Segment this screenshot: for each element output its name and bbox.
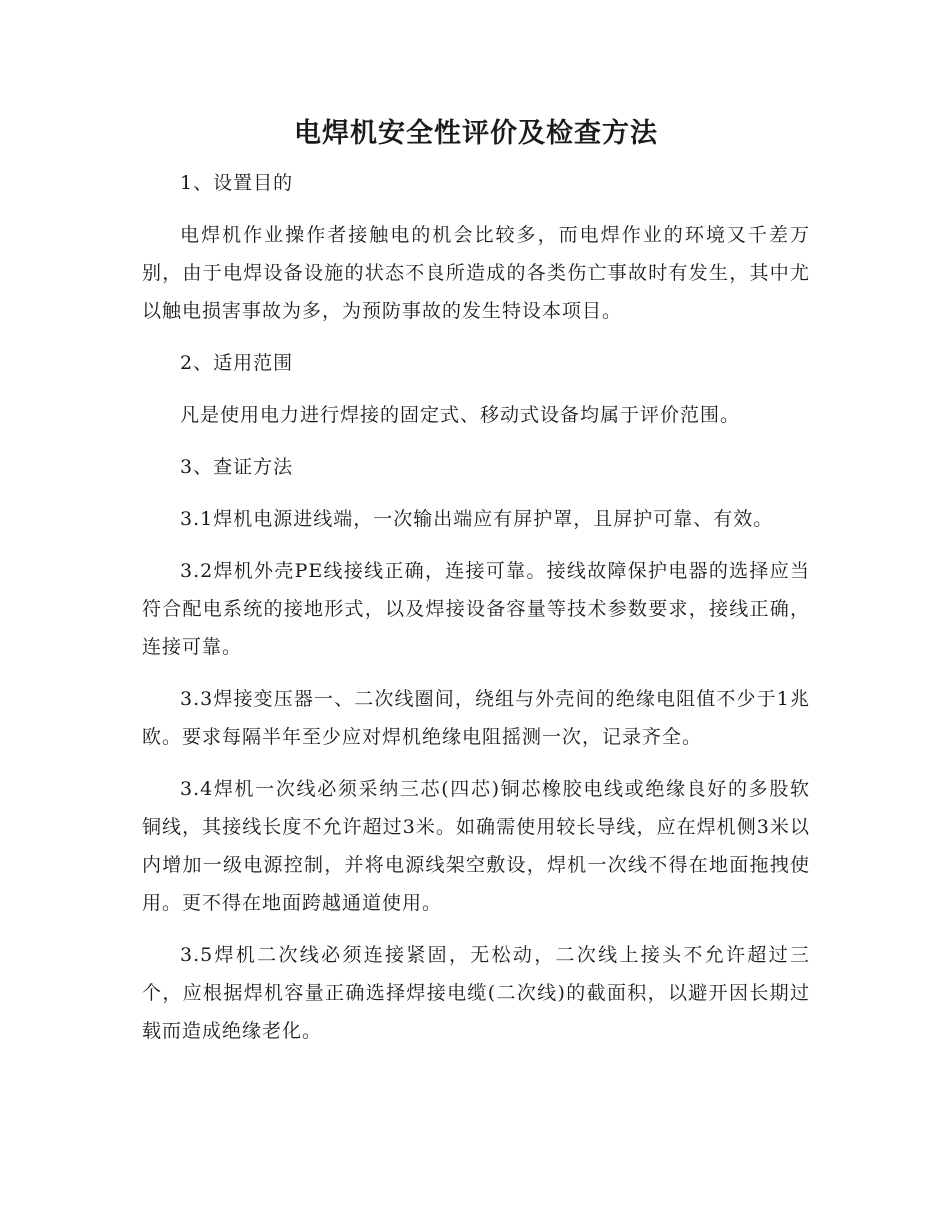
paragraph-item-3-1: 3.1焊机电源进线端，一次输出端应有屏护罩，且屏护可靠、有效。 (180, 508, 774, 530)
paragraph-scope: 凡是使用电力进行焊接的固定式、移动式设备均属于评价范围。 (180, 404, 741, 426)
paragraph-item-3-4: 3.4焊机一次线必须采纳三芯(四芯)铜芯橡胶电线或绝缘良好的多股软铜线，其接线长度不允许超过3米。如确需使用较长导线，应在焊机侧3米以内增加一级电源控制，并将电源线架空敷设，焊机一次线不得在地面拖拽使用。更不得在地面跨越通道使用。 (142, 778, 810, 914)
paragraph-purpose: 电焊机作业操作者接触电的机会比较多，而电焊作业的环境又千差万别，由于电焊设备设施的状态不良所造成的各类伤亡事故时有发生，其中尤以触电损害事故为多，为预防事故的发生特设本项目。 (142, 224, 810, 322)
paragraph-item-3-5: 3.5焊机二次线必须连接紧固，无松动，二次线上接头不允许超过三个，应根据焊机容量正确选择焊接电缆(二次线)的截面积，以避开因长期过载而造成绝缘老化。 (142, 944, 810, 1042)
document-title: 电焊机安全性评价及检查方法 (294, 118, 658, 149)
section-heading-2: 2、适用范围 (180, 352, 294, 374)
paragraph-item-3-2: 3.2焊机外壳PE线接线正确，连接可靠。接线故障保护电器的选择应当符合配电系统的接地形式，以及焊接设备容量等技术参数要求，接线正确，连接可靠。 (142, 560, 810, 658)
section-heading-1: 1、设置目的 (180, 172, 294, 194)
paragraph-item-3-3: 3.3焊接变压器一、二次线圈间，绕组与外壳间的绝缘电阻值不少于1兆欧。要求每隔半年至少应对焊机绝缘电阻摇测一次，记录齐全。 (142, 688, 810, 748)
section-heading-3: 3、查证方法 (180, 456, 294, 478)
